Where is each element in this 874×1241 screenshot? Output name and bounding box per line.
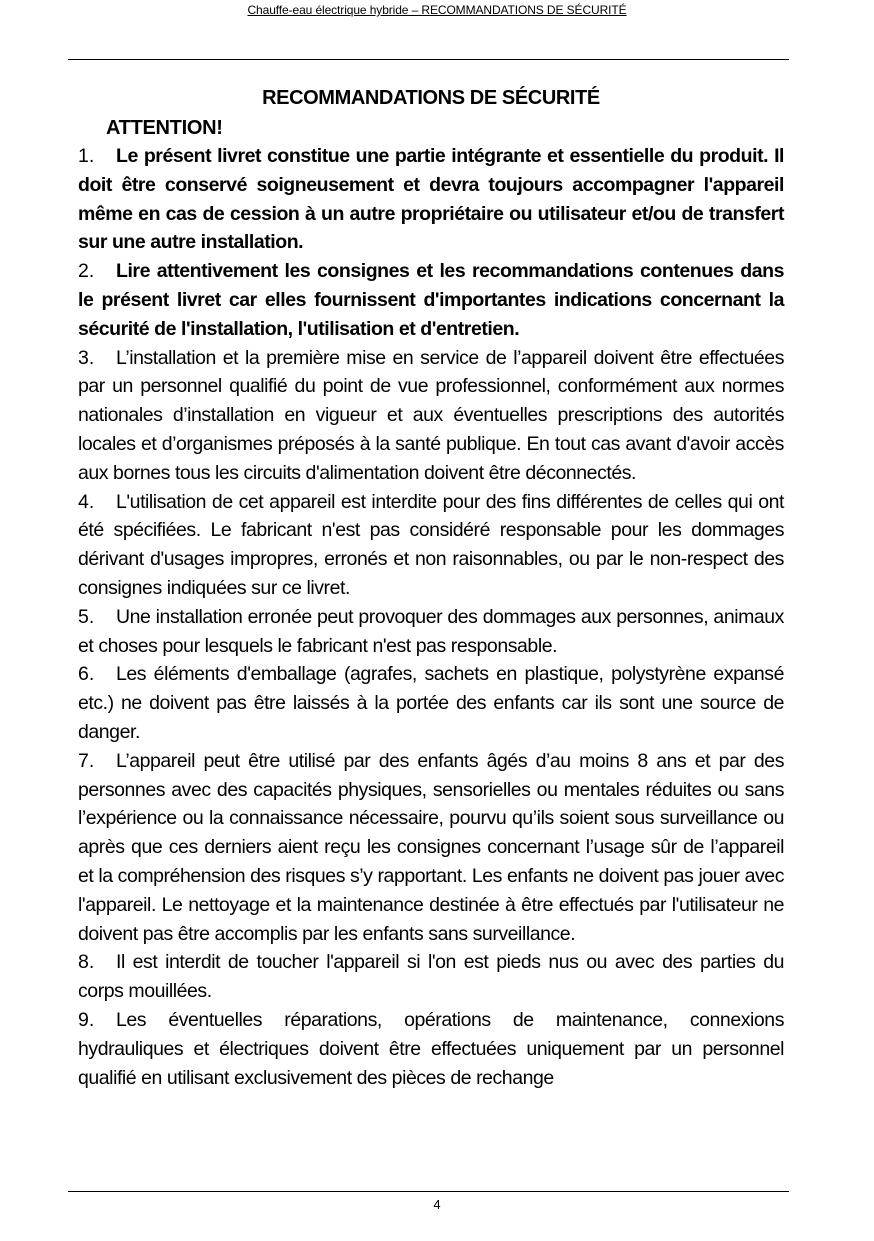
safety-recommendations-list xyxy=(78,142,784,1092)
running-header: Chauffe-eau électrique hybride – RECOMMANDATIONS DE SÉCURITÉ xyxy=(247,3,627,17)
item-text: Lire attentivement les consignes et les recommandations contenues dans le présent livret car elles fournissent d'importantes indications concernant la sécurité de l'installation, l'utilisation et d'entretien. xyxy=(78,260,784,340)
list-item xyxy=(78,344,784,488)
list-item xyxy=(78,948,784,1006)
list-item xyxy=(78,488,784,603)
item-number: 3. xyxy=(78,346,95,369)
header-divider xyxy=(68,59,789,60)
item-number: 6. xyxy=(78,663,95,686)
list-item xyxy=(78,1006,784,1092)
list-item xyxy=(78,142,784,257)
item-number: 7. xyxy=(78,749,95,772)
item-text: Les éventuelles réparations, opérations de maintenance, connexions hydrauliques et électriques doivent être effectuées uniquement par un personnel qualifié en utilisant exclusivement des pièces de rechange xyxy=(78,1008,784,1089)
footer-divider xyxy=(68,1191,789,1192)
page-title: RECOMMANDATIONS DE SÉCURITÉ xyxy=(262,87,600,109)
item-text: L’appareil peut être utilisé par des enfants âgés d’au moins 8 ans et par des personnes avec des capacités physiques, sensorielles ou mentales réduites ou sans l’expérience ou la connaissance nécessaire, pourvu qu’ils soient sous surveillance ou après que ces derniers aient reçu les consignes concernant l’usage sûr de l’appareil et la compréhension des risques s’y rapportant. Les enfants ne doivent pas jouer avec l'appareil. Le nettoyage et la maintenance destinée à être effectués par l'utilisateur ne doivent pas être accomplis par les enfants sans surveillance. xyxy=(78,749,784,945)
list-item xyxy=(78,603,784,661)
list-item xyxy=(78,257,784,343)
item-number: 2. xyxy=(78,260,95,283)
item-number: 1. xyxy=(78,145,95,167)
list-item xyxy=(78,660,784,746)
item-number: 9. xyxy=(78,1008,95,1031)
item-number: 4. xyxy=(78,490,95,513)
item-number: 5. xyxy=(78,605,95,628)
attention-heading: ATTENTION! xyxy=(106,117,223,139)
list-item xyxy=(78,747,784,949)
document-body xyxy=(78,84,784,1092)
item-text: Une installation erronée peut provoquer des dommages aux personnes, animaux et choses pour lesquels le fabricant n'est pas responsable. xyxy=(78,605,784,657)
item-text: L'utilisation de cet appareil est interdite pour des fins différentes de celles qui ont été spécifiées. Le fabricant n'est pas considéré responsable pour les dommages dérivant d'usages impropres, erronés et non raisonnables, ou par le non-respect des consignes indiquées sur ce livret. xyxy=(78,490,784,599)
item-number: 8. xyxy=(78,951,95,974)
item-text: Le présent livret constitue une partie intégrante et essentielle du produit. Il doit être conservé soigneusement et devra toujours accompagner l'appareil même en cas de cession à un autre propriétaire ou utilisateur et/ou de transfert sur une autre installation. xyxy=(78,145,784,254)
page-number: 4 xyxy=(433,1197,441,1212)
item-text: Il est interdit de toucher l'appareil si l'on est pieds nus ou avec des parties du corps mouillées. xyxy=(78,951,784,1003)
item-text: L’installation et la première mise en service de l’appareil doivent être effectuées par un personnel qualifié du point de vue professionnel, conformément aux normes nationales d’installation en vigueur et aux éventuelles prescriptions des autorités locales et d’organismes préposés à la santé publique. En tout cas avant d'avoir accès aux bornes tous les circuits d'alimentation doivent être déconnectés. xyxy=(78,346,784,484)
item-text: Les éléments d'emballage (agrafes, sachets en plastique, polystyrène expansé etc.) ne doivent pas être laissés à la portée des enfants car ils sont une source de danger. xyxy=(78,663,784,743)
